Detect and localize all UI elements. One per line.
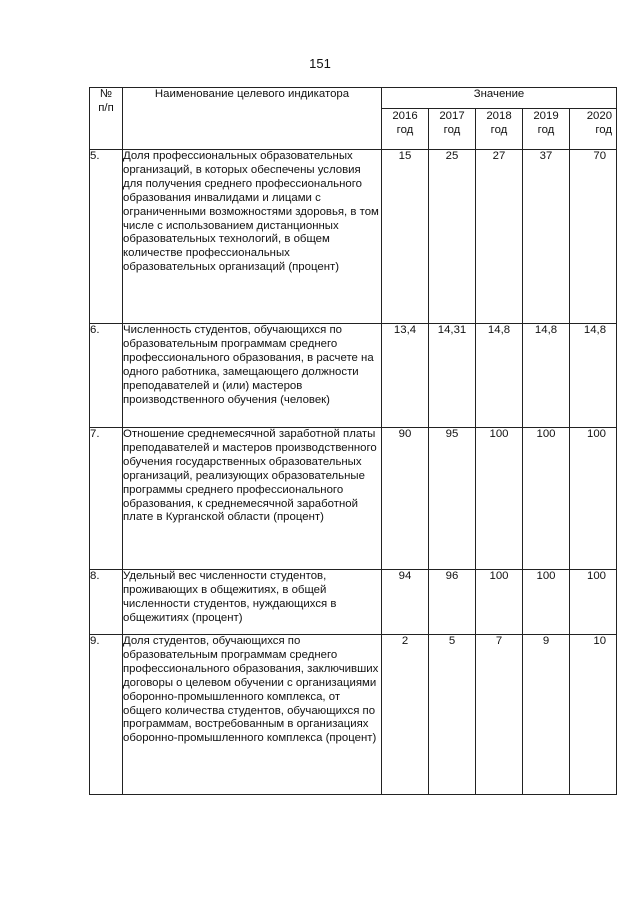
value-2019: 100 [523,570,570,635]
year-label: 2018 [486,110,512,122]
indicator-name: Отношение среднемесячной заработной платы преподавателей и мастеров производственного обучения государственных образовательных организаций, реализующих образовательные программы среднего профессионального образования, к среднемесячной заработной плате в Курганской области (процент) [123,428,382,570]
indicator-name: Численность студентов, обучающихся по образовательным программам среднего профессионального образования, в расчете на одного работника, замещающего должности преподавателей и (или) мастеров производственного обучения (человек) [123,324,382,428]
indicators-table [89,87,617,795]
value-2016: 94 [382,570,429,635]
page-number: 151 [309,56,331,71]
value-2016: 2 [382,635,429,795]
value-2016: 13,4 [382,324,429,428]
year-label: 2016 [392,110,418,122]
indicator-name: Удельный вес численности студентов, проживающих в общежитиях, в общей численности студентов, нуждающихся в общежитиях (процент) [123,570,382,635]
value-2017: 25 [429,150,476,324]
year-suffix: год [443,124,461,137]
header-row-top [90,88,617,109]
table-row [90,150,617,324]
value-2020: 10 [570,635,617,795]
year-header-2020 [570,109,617,150]
table-row [90,428,617,570]
value-2018: 100 [476,428,523,570]
value-2019: 14,8 [523,324,570,428]
value-2019: 100 [523,428,570,570]
row-number: 9. [90,635,123,795]
table-row [90,324,617,428]
value-2016: 90 [382,428,429,570]
column-header-value: Значение [382,88,617,109]
row-number: 6. [90,324,123,428]
table-row [90,635,617,795]
value-2019: 37 [523,150,570,324]
column-header-indicator-name: Наименование целевого индикатора [123,88,382,150]
value-2017: 14,31 [429,324,476,428]
value-2020: 100 [570,428,617,570]
year-header-2017 [429,109,476,150]
year-header-2018 [476,109,523,150]
value-2017: 96 [429,570,476,635]
value-2019: 9 [523,635,570,795]
year-label: 2020 [586,110,613,122]
value-2017: 5 [429,635,476,795]
year-suffix: год [595,124,613,137]
value-2017: 95 [429,428,476,570]
table-row [90,570,617,635]
value-2020: 14,8 [570,324,617,428]
value-2018: 100 [476,570,523,635]
year-label: 2019 [533,110,559,122]
year-suffix: год [490,124,508,137]
year-header-2019 [523,109,570,150]
row-number: 5. [90,150,123,324]
value-2020: 70 [570,150,617,324]
value-2018: 27 [476,150,523,324]
value-2018: 7 [476,635,523,795]
indicator-name: Доля студентов, обучающихся по образовательным программам среднего профессионального образования, заключивших договоры о целевом обучении с организациями оборонно-промышленного комплекса, от общего количества студентов, обучающихся по программам, востребованным в организациях оборонно-промышленного комплекса (процент) [123,635,382,795]
row-number: 8. [90,570,123,635]
value-2016: 15 [382,150,429,324]
value-2018: 14,8 [476,324,523,428]
year-label: 2017 [439,110,465,122]
column-header-number: № п/п [90,88,123,150]
value-2020: 100 [570,570,617,635]
year-suffix: год [396,124,414,137]
year-header-2016 [382,109,429,150]
indicator-name: Доля профессиональных образовательных организаций, в которых обеспечены условия для получения среднего профессионального образования инвалидами и лицами с ограниченными возможностями здоровья, в том числе с использованием дистанционных образовательных технологий, в общем количестве профессиональных образовательных организаций (процент) [123,150,382,324]
row-number: 7. [90,428,123,570]
year-suffix: год [537,124,555,137]
